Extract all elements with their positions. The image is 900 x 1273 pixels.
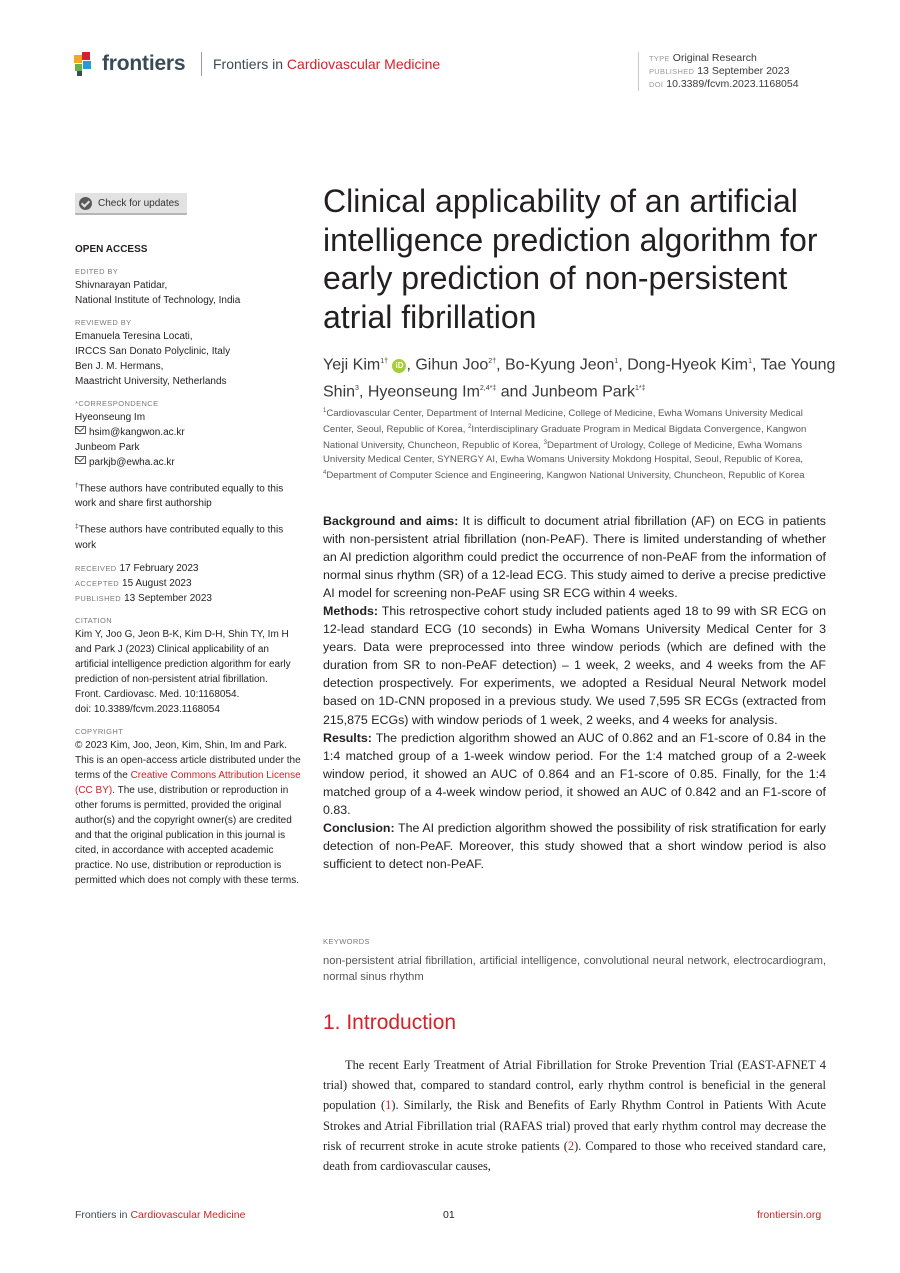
abstract-results: [323, 729, 826, 819]
citation-journal: Front. Cardiovasc. Med. 10:1168054.: [75, 688, 240, 700]
footnote-text: These authors have contributed equally to this work: [75, 524, 284, 551]
affiliation-number: 1: [323, 408, 327, 414]
article-meta: [638, 52, 799, 91]
author-name[interactable]: Hyeonseung Im: [367, 383, 480, 401]
affiliation-text: Department of Urology, College of Medicine, Ewha Womans University Medical Center, SYNERGY AI, Ewha Womans University Mokdong Hospital, Seoul, Republic of Korea,: [323, 440, 804, 465]
doi-value[interactable]: 10.3389/fcvm.2023.1168054: [666, 78, 799, 90]
abstract-heading: Methods:: [323, 604, 379, 619]
orcid-icon[interactable]: iD: [392, 359, 406, 373]
corresponding-author: Junbeom Park: [75, 442, 140, 453]
article-title: Clinical applicability of an artificial intelligence prediction algorithm for early prediction of non-persistent atrial fibrillation: [323, 183, 818, 335]
abstract-heading: Results:: [323, 730, 372, 745]
footnote-equal: [75, 519, 305, 552]
reviewer-line: Ben J. M. Hermans,: [75, 361, 164, 372]
received-label: RECEIVED: [75, 563, 117, 573]
author-separator: ,: [618, 356, 628, 374]
footer-prefix: Frontiers in: [75, 1209, 128, 1221]
journal-name[interactable]: [213, 56, 440, 72]
sidebar: [75, 193, 305, 888]
author-separator: and: [496, 383, 532, 401]
check-for-updates-label: Check for updates: [98, 197, 180, 209]
abstract-background: [323, 512, 826, 602]
keywords: non-persistent atrial fibrillation, artificial intelligence, convolutional neural network, electrocardiogram, normal sinus rhythm: [323, 955, 826, 983]
author-separator: ,: [752, 356, 761, 374]
affiliation-text: Cardiovascular Center, Department of Internal Medicine, College of Medicine, Ewha Womans University Medical Center, Seoul, Republic of Korea,: [323, 408, 803, 436]
accepted-label: ACCEPTED: [75, 578, 120, 588]
journal-title: Cardiovascular Medicine: [286, 56, 441, 72]
author-separator: ,: [406, 356, 416, 374]
mail-icon: [75, 456, 86, 464]
citation-doi[interactable]: doi: 10.3389/fcvm.2023.1168054: [75, 703, 220, 715]
abstract-conclusion: [323, 819, 826, 873]
email-row[interactable]: [75, 455, 305, 470]
corresponding-author: Hyeonseung Im: [75, 412, 146, 423]
author-name[interactable]: Bo-Kyung Jeon: [504, 356, 615, 374]
reviewer-line: Maastricht University, Netherlands: [75, 376, 227, 387]
author-name[interactable]: Junbeom Park: [531, 383, 636, 401]
accepted-row: [75, 576, 305, 591]
doi-label: DOI: [649, 80, 664, 89]
intro-text: ). Compared to those who received standard care, death from cardiovascular causes,: [323, 1138, 827, 1174]
journal-prefix: Frontiers in: [213, 56, 284, 72]
author-affiliation-sup: 1†: [380, 358, 389, 365]
copyright-label: COPYRIGHT: [75, 726, 124, 736]
footer-journal[interactable]: [75, 1209, 245, 1221]
abstract-heading: Background and aims:: [323, 514, 459, 528]
author-affiliation-sup: 3: [355, 385, 359, 393]
published-label: PUBLISHED: [75, 593, 122, 603]
footnote-mark: ‡: [75, 523, 79, 531]
published-label: PUBLISHED: [649, 67, 695, 76]
footnote-equal-first: [75, 478, 305, 511]
mail-icon: [75, 426, 86, 434]
abstract-text: The AI prediction algorithm showed the possibility of risk stratification for early detection of non-PeAF. Moreover, this study showed that a short window period is also sufficient to detect non-PeAF.: [323, 820, 826, 871]
frontiers-logo-icon: [74, 52, 96, 76]
author-name[interactable]: Gihun Joo: [415, 356, 489, 374]
check-icon: [79, 197, 92, 210]
intro-text: ). Similarly, the Risk and Benefits of Early Rhythm Control in Patients With Acute Strokes and Atrial Fibrillation trial (RAFAS trial) proved that early rhythm control may decrease the risk of recurrent stroke in acute stroke patients (: [323, 1098, 826, 1153]
copyright-post: . The use, distribution or reproduction in other forums is permitted, provided the original author(s) and the copyright owner(s) are credited and that the original publication in this journal is cited, in accordance with accepted academic practice. No use, distribution or reproduction is permitted which does not comply with these terms.: [75, 784, 299, 886]
reviewed-by-label: REVIEWED BY: [75, 318, 132, 327]
editor-line: Shivnarayan Patidar,: [75, 280, 168, 291]
reviewer-line: IRCCS San Donato Polyclinic, Italy: [75, 346, 231, 357]
footer-journal-name: Cardiovascular Medicine: [130, 1209, 246, 1221]
abstract-text: This retrospective cohort study included patients aged 18 to 99 with SR ECG on 12-lead standard ECG (10 seconds) in Ewha Womans University Medical Center for 3 years. Data were preprocessed into three window periods (which are defined with the duration from SR to non-PeAF detection) – 1 week, 2 weeks, and 4 weeks from the AF detection prospectively. For experiments, we adopted a Residual Neural Network model based on 1D-CNN proposed in a previous study. We used 7,595 SR ECGs (extracted from 215,875 ECGs) with window periods of 1 week, 2 weeks, and 4 weeks for analysis.: [323, 604, 826, 727]
open-access-label: OPEN ACCESS: [75, 244, 148, 255]
affiliation-number: 2: [468, 423, 472, 430]
email-link[interactable]: parkjb@ewha.ac.kr: [89, 457, 175, 468]
author-affiliation-sup: 1: [748, 358, 753, 365]
abstract: [323, 512, 826, 873]
author-list: [323, 350, 843, 405]
author-name[interactable]: Yeji Kim: [323, 356, 381, 374]
author-separator: ,: [496, 356, 505, 374]
footnote-mark: †: [75, 482, 79, 489]
frontiers-logo[interactable]: [74, 50, 185, 78]
header-divider: [201, 52, 202, 76]
abstract-text: It is difficult to document atrial fibrillation (AF) on ECG in patients with non-persistent atrial fibrillation (non-PeAF). There is limited understanding of whether an AI prediction algorithm could predict the occurrence of non-PeAF from the information of normal sinus rhythm (SR) of a 12-lead ECG. This study aimed to derive a precise predictive AI model for screening non-PeAF using SR ECG within 4 weeks.: [323, 514, 827, 601]
correspondence-label: *CORRESPONDENCE: [75, 399, 159, 408]
footer-site-link[interactable]: frontiersin.org: [757, 1209, 822, 1221]
affiliation-text: Interdisciplinary Graduate Program in Medical Bigdata Convergence, Kangwon National University, Chuncheon, Republic of Korea,: [323, 424, 807, 452]
page-number: 01: [443, 1209, 455, 1221]
published-value: 13 September 2023: [697, 65, 790, 77]
affiliations: [323, 405, 828, 483]
reference-link[interactable]: 2: [567, 1138, 575, 1153]
published-date: 13 September 2023: [124, 592, 212, 604]
received-date: 17 February 2023: [119, 562, 199, 574]
abstract-text: The prediction algorithm showed an AUC of 0.862 and an F1-score of 0.84 in the 1:4 matched group of a 1-week window period. For the 1:4 matched group of a 2-week window period, it showed an AUC of 0.864 and an F1-score of 0.85. Finally, for the 1:4 matched group of a 4-week window period, it showed an AUC of 0.842 and an F1-score of 0.83.: [323, 730, 826, 817]
section-heading-introduction: 1. Introduction: [323, 1011, 457, 1034]
author-name[interactable]: Tae Young Shin: [323, 356, 836, 401]
author-affiliation-sup: 1*‡: [635, 385, 646, 393]
author-name[interactable]: Dong-Hyeok Kim: [627, 356, 749, 374]
edited-by-label: EDITED BY: [75, 267, 119, 276]
abstract-methods: [323, 602, 826, 728]
received-row: [75, 561, 305, 576]
editor-line: National Institute of Technology, India: [75, 295, 241, 306]
logo-wordmark: frontiers: [102, 52, 186, 75]
intro-paragraph: [323, 1055, 826, 1176]
citation-text: Kim Y, Joo G, Jeon B-K, Kim D-H, Shin TY, Im H and Park J (2023) Clinical applicability of an artificial intelligence prediction algorithm for early prediction of non-persistent atrial fibrillation.: [75, 628, 291, 685]
author-affiliation-sup: 2†: [488, 358, 497, 365]
type-value: Original Research: [672, 52, 757, 64]
author-separator: ,: [358, 383, 368, 401]
accepted-date: 15 August 2023: [122, 577, 192, 589]
type-label: TYPE: [649, 54, 670, 63]
email-link[interactable]: hsim@kangwon.ac.kr: [89, 427, 185, 438]
keywords-label: KEYWORDS: [323, 937, 370, 946]
affiliation-number: 3: [543, 439, 547, 446]
license-link[interactable]: Creative Commons Attribution License (CC BY): [75, 769, 301, 796]
dates-block: [75, 561, 305, 606]
published-row: [75, 591, 305, 606]
author-affiliation-sup: 1: [614, 358, 619, 365]
check-for-updates-button[interactable]: [75, 193, 187, 215]
abstract-heading: Conclusion:: [323, 820, 395, 835]
footnote-text: These authors have contributed equally to this work and share first authorship: [75, 483, 284, 510]
copyright-pre: © 2023 Kim, Joo, Jeon, Kim, Shin, Im and Park. This is an open-access article distributed under the terms of the: [75, 739, 301, 781]
affiliation-text: Department of Computer Science and Engineering, Kangwon National University, Chuncheon, Republic of Korea: [326, 469, 805, 481]
copyright-text: [75, 738, 305, 888]
email-row[interactable]: [75, 425, 305, 440]
citation-label: CITATION: [75, 615, 113, 625]
intro-text: The recent Early Treatment of Atrial Fibrillation for Stroke Prevention Trial (EAST-AFNET 4 trial) showed that, compared to standard control, early rhythm control is beneficial in the general population (: [323, 1058, 826, 1113]
reference-link[interactable]: 1: [385, 1098, 392, 1113]
reviewer-line: Emanuela Teresina Locati,: [75, 331, 193, 342]
affiliation-number: 4: [323, 469, 327, 476]
author-affiliation-sup: 2,4*‡: [479, 385, 497, 393]
